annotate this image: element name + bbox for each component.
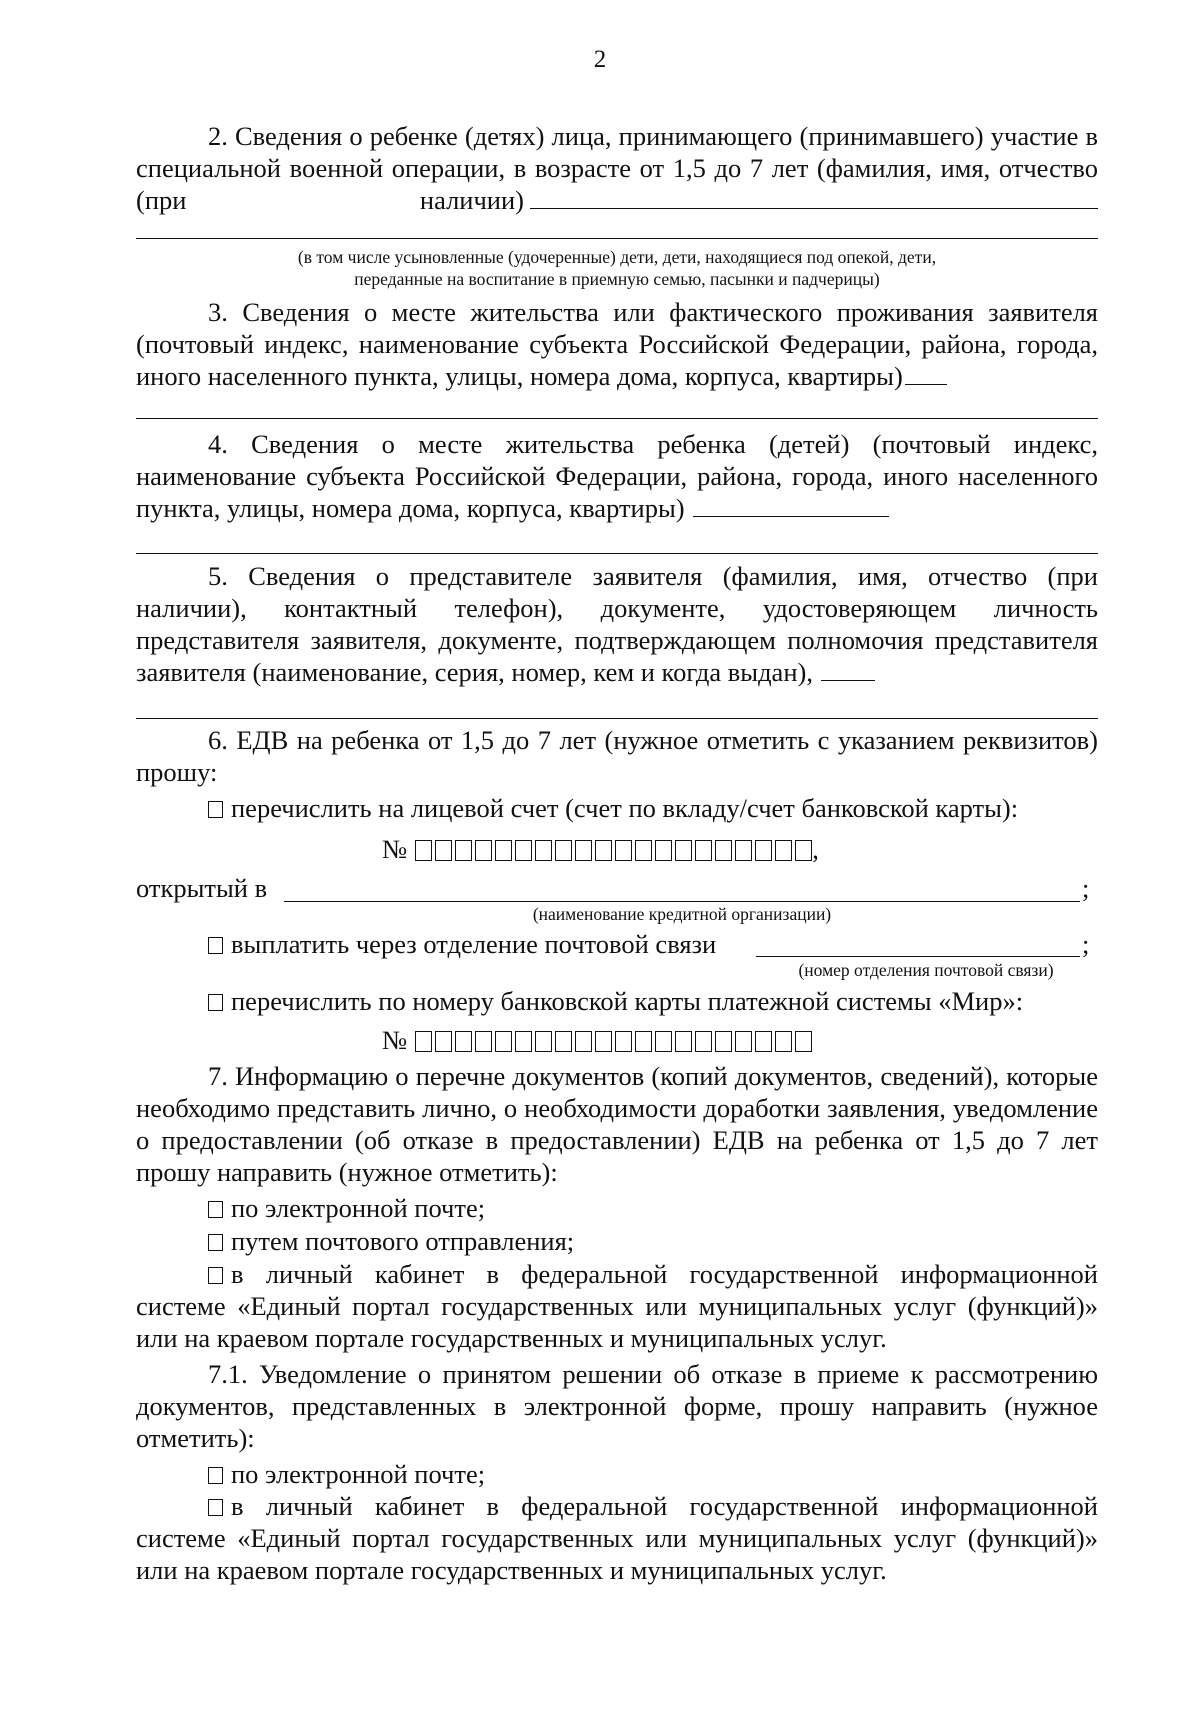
card-number-digit-box[interactable]	[675, 1031, 692, 1052]
section-4	[136, 428, 1098, 524]
option-7-portal[interactable]	[136, 1258, 1098, 1354]
card-number-digit-box[interactable]	[635, 1031, 652, 1052]
account-number-digit-box[interactable]	[535, 840, 552, 861]
account-number-comma: ,	[812, 834, 819, 864]
option-post-office[interactable]	[208, 928, 716, 960]
option-7-email[interactable]	[208, 1192, 485, 1224]
section-6-text: 6. ЕДВ на ребенка от 1,5 до 7 лет (нужное отметить с указанием реквизитов) прошу:	[136, 725, 1098, 787]
section-3-text: 3. Сведения о месте жительства или фактического проживания заявителя (почтовый индекс, наименование субъекта Российской Федерации, района, города, иного населенного пункта, улицы, номера дома, корпуса, квартиры)	[136, 297, 1098, 391]
card-number-digit-box[interactable]	[415, 1031, 432, 1052]
section-7-1	[136, 1358, 1098, 1454]
account-number-row	[382, 833, 819, 865]
section-6	[136, 724, 1098, 788]
child-address-field-line2[interactable]	[136, 553, 1098, 554]
applicant-address-field-line2[interactable]	[136, 418, 1098, 419]
account-number-sign: №	[382, 834, 408, 864]
checkbox-7-portal[interactable]	[208, 1267, 223, 1284]
child-address-field[interactable]	[693, 492, 889, 517]
account-number-input[interactable]	[415, 840, 812, 861]
card-number-digit-box[interactable]	[795, 1031, 812, 1052]
section-7-text: 7. Информацию о перечне документов (копий документов, сведений), которые необходимо представить лично, о необходимости доработки заявления, уведомление о предоставлении (об отказе в предоставлении) ЕДВ на ребенка от 1,5 до 7 лет прошу направить (нужное отметить):	[136, 1061, 1098, 1187]
account-number-digit-box[interactable]	[655, 840, 672, 861]
applicant-address-field[interactable]	[905, 360, 947, 385]
option-7-portal-label: в личный кабинет в федеральной государственной информационной системе «Единый портал государственных или муниципальных услуг (функций)» или на краевом портале государственных и муниципальных услуг.	[136, 1259, 1098, 1353]
checkbox-7-post[interactable]	[208, 1234, 223, 1251]
option-mir-card-label: перечислить по номеру банковской карты платежной системы «Мир»:	[231, 986, 1024, 1016]
card-number-digit-box[interactable]	[475, 1031, 492, 1052]
card-number-digit-box[interactable]	[715, 1031, 732, 1052]
option-71-portal-label: в личный кабинет в федеральной государственной информационной системе «Единый портал государственных или муниципальных услуг (функций)» или на краевом портале государственных и муниципальных услуг.	[136, 1491, 1098, 1585]
credit-org-field[interactable]	[284, 901, 1080, 902]
card-number-digit-box[interactable]	[755, 1031, 772, 1052]
option-personal-account[interactable]	[208, 792, 1018, 824]
post-office-semicolon: ;	[1082, 929, 1090, 959]
option-71-email[interactable]	[208, 1458, 485, 1490]
section-2-text: 2. Сведения о ребенке (детях) лица, принимающего (принимавшего) участие в специальной военной операции, в возрасте от 1,5 до 7 лет (фамилия, имя, отчество (при наличии)	[136, 121, 1098, 215]
section-5-text: 5. Сведения о представителе заявителя (фамилия, имя, отчество (при наличии), контактный телефон), документе, удостоверяющем личность представителя заявителя, документе, подтверждающем полномочия представителя заявителя (наименование, серия, номер, кем и когда выдан),	[136, 561, 1098, 687]
card-number-digit-box[interactable]	[775, 1031, 792, 1052]
account-number-digit-box[interactable]	[735, 840, 752, 861]
account-number-digit-box[interactable]	[435, 840, 452, 861]
checkbox-personal-account[interactable]	[208, 801, 223, 818]
card-number-digit-box[interactable]	[455, 1031, 472, 1052]
checkbox-7-email[interactable]	[208, 1201, 223, 1218]
account-number-digit-box[interactable]	[795, 840, 812, 861]
account-number-digit-box[interactable]	[455, 840, 472, 861]
option-post-office-label: выплатить через отделение почтовой связи	[231, 929, 717, 959]
account-number-digit-box[interactable]	[675, 840, 692, 861]
card-number-digit-box[interactable]	[495, 1031, 512, 1052]
option-71-email-label: по электронной почте;	[231, 1459, 486, 1489]
account-number-digit-box[interactable]	[515, 840, 532, 861]
option-personal-account-label: перечислить на лицевой счет (счет по вкладу/счет банковской карты):	[231, 793, 1019, 823]
post-office-note: (номер отделения почтовой связи)	[798, 960, 1054, 980]
account-number-digit-box[interactable]	[775, 840, 792, 861]
card-number-digit-box[interactable]	[615, 1031, 632, 1052]
account-number-digit-box[interactable]	[615, 840, 632, 861]
representative-field[interactable]	[821, 656, 875, 681]
option-7-post-label: путем почтового отправления;	[231, 1226, 575, 1256]
card-number-digit-box[interactable]	[555, 1031, 572, 1052]
section-3	[136, 296, 1098, 392]
checkbox-71-portal[interactable]	[208, 1499, 223, 1516]
card-number-digit-box[interactable]	[655, 1031, 672, 1052]
card-number-digit-box[interactable]	[695, 1031, 712, 1052]
account-number-digit-box[interactable]	[555, 840, 572, 861]
section-2-note-2: переданные на воспитание в приемную семью, пасынки и падчерицы)	[354, 269, 880, 289]
card-number-digit-box[interactable]	[435, 1031, 452, 1052]
child-name-field-line2[interactable]	[136, 238, 1098, 239]
checkbox-71-email[interactable]	[208, 1467, 223, 1484]
account-number-digit-box[interactable]	[575, 840, 592, 861]
card-number-digit-box[interactable]	[735, 1031, 752, 1052]
representative-field-line2[interactable]	[136, 718, 1098, 719]
account-number-digit-box[interactable]	[695, 840, 712, 861]
post-office-number-field[interactable]	[756, 956, 1080, 957]
option-7-email-label: по электронной почте;	[231, 1193, 486, 1223]
account-number-digit-box[interactable]	[595, 840, 612, 861]
card-number-row	[382, 1024, 812, 1056]
section-7-1-text: 7.1. Уведомление о принятом решении об отказе в приеме к рассмотрению документов, представленных в электронной форме, прошу направить (нужное отметить):	[136, 1359, 1098, 1453]
option-mir-card[interactable]	[208, 985, 1023, 1017]
account-number-digit-box[interactable]	[475, 840, 492, 861]
account-number-digit-box[interactable]	[415, 840, 432, 861]
card-number-digit-box[interactable]	[535, 1031, 552, 1052]
option-7-post[interactable]	[208, 1225, 574, 1257]
opened-in-label: открытый в	[136, 873, 268, 903]
section-2-note-1: (в том числе усыновленные (удочеренные) дети, дети, находящиеся под опекой, дети,	[297, 247, 937, 267]
card-number-digit-box[interactable]	[595, 1031, 612, 1052]
credit-org-semicolon: ;	[1082, 873, 1090, 903]
account-number-digit-box[interactable]	[755, 840, 772, 861]
card-number-input[interactable]	[415, 1031, 812, 1052]
section-7	[136, 1060, 1098, 1188]
account-number-digit-box[interactable]	[715, 840, 732, 861]
account-number-digit-box[interactable]	[635, 840, 652, 861]
option-71-portal[interactable]	[136, 1490, 1098, 1586]
section-5	[136, 560, 1098, 688]
child-name-field[interactable]	[530, 184, 1098, 209]
page-number: 2	[593, 46, 607, 73]
card-number-sign: №	[382, 1025, 408, 1055]
account-number-digit-box[interactable]	[495, 840, 512, 861]
card-number-digit-box[interactable]	[515, 1031, 532, 1052]
card-number-digit-box[interactable]	[575, 1031, 592, 1052]
credit-org-note: (наименование кредитной организации)	[532, 904, 832, 924]
checkbox-post-office[interactable]	[208, 937, 223, 954]
section-2	[136, 120, 1098, 216]
checkbox-mir-card[interactable]	[208, 994, 223, 1011]
section-4-text: 4. Сведения о месте жительства ребенка (детей) (почтовый индекс, наименование субъекта Российской Федерации, района, города, иного населенного пункта, улицы, номера дома, корпуса, квартиры)	[136, 429, 1098, 523]
